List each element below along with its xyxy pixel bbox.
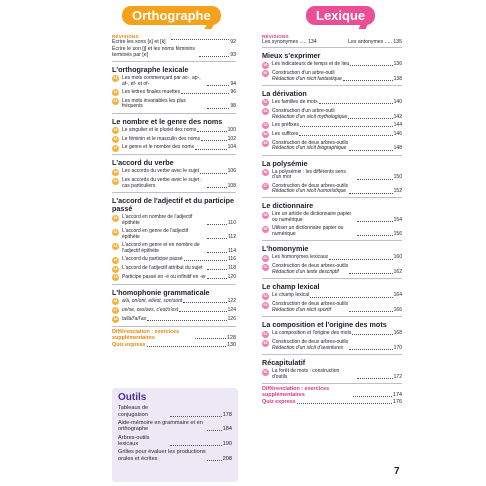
dot-leader	[200, 173, 227, 174]
toc-item-label	[272, 340, 348, 352]
dot-leader	[349, 273, 393, 274]
page-ref: 94	[230, 80, 236, 87]
page-number: 7	[394, 466, 400, 477]
toc-item[interactable]	[262, 71, 402, 83]
page-ref: 116	[228, 256, 236, 263]
quiz-link[interactable]: Quiz express 176	[262, 399, 402, 406]
dot-leader	[357, 221, 393, 222]
toc-item-label	[272, 184, 348, 196]
toc-item-text	[122, 257, 236, 263]
lesson-number-badge: 49	[263, 62, 268, 67]
toc-item[interactable]	[112, 169, 236, 176]
toc-item-label: Les homonymes lexicaux	[272, 254, 329, 261]
toc-item[interactable]	[262, 184, 402, 196]
toc-item-text	[272, 62, 402, 68]
toc-item[interactable]	[262, 109, 402, 121]
toc-item-text	[272, 302, 402, 314]
page-ref: 102	[227, 135, 236, 142]
toc-item-text	[122, 243, 236, 255]
separator	[262, 85, 402, 86]
page-ref: 164	[393, 292, 402, 299]
page-ref: 190	[222, 441, 232, 448]
page-ref: 208	[222, 455, 232, 462]
page-ref: 172	[393, 373, 402, 380]
lesson-number-badge: 54	[263, 132, 268, 137]
lesson-number-badge: 38	[113, 169, 118, 174]
toc-item-sub: Rédaction d'un récit d'aventures	[272, 344, 344, 351]
lesson-number-badge: 55	[263, 141, 268, 146]
dot-leader	[207, 430, 222, 431]
dot-leader	[179, 311, 227, 312]
page-ref: 162	[393, 269, 402, 276]
toc-item[interactable]	[262, 340, 402, 352]
page-ref: 152	[393, 188, 402, 195]
toc-item-label: Les accords du verbe avec le sujet : cas particuliers	[122, 177, 202, 190]
lexique-sections	[262, 52, 402, 381]
toc-item[interactable]	[112, 76, 236, 88]
dot-leader	[349, 150, 393, 151]
lesson-number-badge: 37	[113, 145, 118, 150]
dot-leader	[183, 302, 226, 303]
separator	[262, 383, 402, 384]
dot-leader	[207, 224, 227, 225]
toc-item-text	[272, 212, 402, 224]
orthographe-sections	[112, 66, 236, 323]
dot-leader	[207, 460, 222, 461]
section-title: L'accord de l'adjectif et du participe passé	[112, 196, 235, 214]
page-ref: 138	[393, 75, 402, 82]
separator	[262, 354, 402, 355]
revisions-title: RÉVISIONS	[262, 34, 289, 39]
separator	[262, 155, 402, 156]
toc-item-label: la/là/l'a/l'as	[122, 315, 147, 322]
dot-leader	[357, 235, 393, 236]
section-title: La composition et l'origine des mots	[262, 320, 387, 330]
section-title: L'homonymie	[262, 244, 309, 254]
lesson-number-badge: 34	[113, 99, 118, 104]
dot-leader	[349, 193, 393, 194]
dot-leader	[207, 252, 227, 253]
toc-item-sub: Rédaction d'un récit mythologique	[272, 113, 348, 120]
differenciation-link[interactable]: Différenciation : exercices supplémentaires 174	[262, 386, 402, 399]
page-ref: 150	[393, 174, 402, 181]
page-ref: 160	[393, 254, 402, 261]
page-ref: 148	[393, 145, 402, 152]
page-ref: 98	[230, 103, 236, 110]
toc-item[interactable]	[262, 302, 402, 314]
dot-leader	[201, 140, 227, 141]
toc-item[interactable]	[262, 226, 402, 238]
toc-item-text	[122, 137, 236, 143]
toc-item-text	[122, 275, 236, 281]
toc-item-text	[272, 132, 402, 138]
toc-item[interactable]	[262, 212, 402, 224]
separator	[112, 326, 236, 327]
toc-item-text	[122, 76, 236, 88]
toc-item-text	[272, 255, 402, 261]
toc-item-text	[272, 264, 402, 276]
toc-item-text	[272, 141, 402, 153]
toc-item-text	[122, 215, 236, 227]
lesson-number-badge: 41	[113, 229, 118, 234]
lesson-number-badge: 43	[113, 257, 118, 262]
toc-item-main: Construction de deux arbres-outils	[272, 139, 349, 146]
dot-leader	[207, 278, 227, 279]
dot-leader	[207, 269, 227, 270]
lexique-column	[262, 6, 402, 407]
lesson-number-badge: 65	[263, 340, 268, 345]
separator	[262, 240, 402, 241]
section-title: La dérivation	[262, 88, 307, 98]
separator	[112, 113, 236, 114]
separator	[262, 47, 402, 48]
toc-item-sub: Rédaction d'un récit sportif	[272, 307, 332, 314]
dot-leader	[343, 80, 393, 81]
dot-leader	[319, 103, 393, 104]
page-ref: 146	[393, 130, 402, 137]
toc-item[interactable]	[262, 293, 402, 300]
toc-item-label: Le féminin et le masculin des noms	[122, 135, 201, 142]
toc-item-label	[272, 71, 342, 83]
toc-item-label: Les mots invariables les plus fréquents	[122, 97, 186, 110]
page-ref: 168	[393, 330, 402, 337]
separator	[112, 284, 236, 285]
toc-item-label	[272, 264, 348, 276]
toc-item-label: ce/se, ces/ses, c'est/s'est	[122, 306, 179, 313]
page-ref: 108	[227, 183, 236, 190]
lesson-number-badge: 32	[113, 76, 118, 81]
toc-item-text	[122, 128, 236, 134]
toc-item-text	[122, 299, 236, 305]
revision-line: Les synonymes ..... 134 Les antonymes ..... 135	[262, 39, 402, 45]
page-ref: 110	[228, 220, 236, 227]
toc-item[interactable]	[262, 170, 402, 182]
page-ref: 136	[393, 61, 402, 67]
lesson-number-badge: 42	[113, 243, 118, 248]
toc-item-label	[272, 109, 347, 121]
outils-item[interactable]	[118, 405, 232, 418]
toc-item-label: L'accord en genre et en nombre de l'adjectif épithète	[122, 242, 200, 254]
toc-item-label: Les mots commençant par ac-, ap-, af-, ef- et of-	[122, 74, 201, 87]
lesson-number-badge: 64	[263, 331, 268, 336]
section-title: Le champ lexical	[262, 282, 320, 292]
toc-item-text	[272, 331, 402, 337]
dot-leader	[350, 65, 392, 66]
orthographe-header-wrap	[112, 6, 236, 28]
dot-leader	[207, 238, 227, 239]
page-ref: 156	[393, 231, 402, 238]
lesson-number-badge: 50	[263, 71, 268, 76]
lesson-number-badge: 40	[113, 215, 118, 220]
orthographe-column	[112, 6, 236, 349]
toc-item-label: Les indicateurs de temps et de lieu	[272, 61, 350, 67]
page-ref: 154	[393, 217, 402, 224]
dot-leader	[310, 297, 392, 298]
toc-item-label: Le singulier et le pluriel des noms	[122, 126, 197, 133]
lexique-header-wrap	[262, 6, 402, 28]
toc-item-text	[122, 266, 236, 272]
outils-item-label: Aide-mémoire en grammaire et en orthographe	[118, 419, 203, 433]
section-title: L'homophonie grammaticale	[112, 287, 210, 297]
toc-item-text	[272, 369, 402, 381]
dot-leader	[197, 131, 226, 132]
lesson-number-badge: 63	[263, 302, 268, 307]
page-ref: 100	[227, 126, 236, 133]
toc-item-text	[272, 293, 402, 299]
toc-item-text	[122, 317, 236, 323]
toc-item-main: Construction de deux arbres-outils	[272, 182, 349, 189]
quiz-link[interactable]: Quiz express 130	[112, 341, 236, 348]
toc-item-sub: Rédaction d'un récit fantastique	[272, 75, 342, 82]
outils-item[interactable]	[118, 420, 232, 433]
toc-item-label: L'accord de l'adjectif attribut du sujet	[122, 265, 203, 272]
outils-item-label: Grilles pour évaluer les productions orales et écrites	[118, 449, 206, 462]
toc-item[interactable]	[112, 90, 236, 97]
toc-item-main: Construction d'un arbre-outil	[272, 107, 335, 114]
revision-line[interactable]: Écrire les sons [s] et [k] 92	[112, 39, 236, 45]
lesson-number-badge: 59	[263, 226, 268, 231]
lesson-number-badge: 36	[113, 137, 118, 142]
toc-item-text	[272, 71, 402, 83]
toc-item[interactable]	[112, 275, 236, 282]
toc-item-label: Les suffixes	[272, 130, 299, 137]
toc-item[interactable]	[112, 266, 236, 273]
toc-item-label	[272, 302, 348, 314]
page-ref: 112	[228, 234, 236, 240]
toc-item-text	[272, 100, 402, 106]
page-ref: 104	[227, 144, 236, 151]
page-ref: 140	[393, 98, 402, 105]
dot-leader	[181, 93, 229, 94]
section-title: Récapitulatif	[262, 358, 306, 368]
differenciation-link[interactable]: Différenciation : exercices supplémentaires 128	[112, 328, 236, 341]
outils-item[interactable]	[118, 449, 232, 462]
toc-item-label: L'accord du participe passé	[122, 256, 183, 263]
dot-leader	[299, 135, 392, 136]
lesson-number-badge: 58	[263, 212, 268, 217]
toc-item-text	[122, 229, 236, 241]
lesson-number-badge: 57	[263, 184, 268, 188]
lesson-number-badge: 51	[263, 100, 268, 105]
outils-item[interactable]	[118, 435, 232, 448]
section-title: La polysémie	[262, 158, 308, 168]
separator	[112, 61, 236, 62]
page-ref: 120	[227, 273, 236, 280]
toc-item-label: L'accord en genre de l'adjectif épithète	[122, 228, 189, 240]
toc-item-text	[122, 169, 236, 175]
toc-item[interactable]	[112, 229, 236, 241]
toc-item-text	[272, 340, 402, 352]
toc-item[interactable]	[112, 308, 236, 315]
toc-item[interactable]	[112, 215, 236, 227]
toc-item-main: Construction de deux arbres-outils	[272, 339, 349, 346]
toc-item-text	[122, 145, 236, 151]
toc-item-label: Le champ lexical	[272, 292, 310, 299]
page-ref: 126	[227, 315, 236, 322]
dot-leader	[329, 259, 393, 260]
lesson-number-badge: 61	[263, 264, 268, 269]
toc-item[interactable]	[262, 369, 402, 381]
toc-item[interactable]	[262, 331, 402, 338]
toc-item-text	[122, 99, 236, 111]
toc-item-text	[122, 178, 236, 190]
orthographe-header: Orthographe	[122, 6, 221, 25]
dot-leader	[195, 149, 227, 150]
page-ref: 124	[227, 306, 236, 313]
page-ref: 118	[228, 265, 236, 272]
revision-line[interactable]: Écrire le son [j] et les noms féminins terminés par [e] 93	[112, 46, 236, 59]
toc-item-label	[272, 141, 348, 153]
dot-leader	[170, 416, 221, 417]
lesson-number-badge: 56	[263, 170, 268, 175]
separator	[262, 278, 402, 279]
separator	[262, 197, 402, 198]
page-ref: 178	[222, 411, 232, 418]
lesson-number-badge: 46	[113, 299, 118, 304]
toc-item-label: L'accord en nombre de l'adjectif épithète	[122, 214, 193, 227]
toc-item[interactable]	[262, 255, 402, 262]
dot-leader	[352, 334, 392, 335]
lesson-number-badge: 35	[113, 128, 118, 133]
page-ref: 106	[227, 168, 236, 175]
toc-item[interactable]	[112, 299, 236, 306]
separator	[262, 316, 402, 317]
toc-item-label: La composition et l'origine des mots	[272, 330, 352, 337]
dot-leader	[207, 85, 229, 86]
lexique-header: Lexique	[306, 6, 375, 25]
toc-item-label: Participe passé en -é ou infinitif en -er	[122, 273, 206, 280]
toc-item[interactable]	[112, 99, 236, 111]
toc-item-label: a/à, on/ont, et/est, son/sont	[122, 297, 183, 304]
toc-item-label: La forêt de mots : construction d'outils	[272, 368, 340, 380]
toc-item[interactable]	[262, 141, 402, 153]
page-ref: 144	[393, 121, 402, 128]
section-title: L'orthographe lexicale	[112, 64, 189, 74]
dot-leader	[147, 320, 227, 321]
toc-item-sub: Rédaction d'un récit humoristique	[272, 188, 347, 195]
toc-item-label: Lire un article de dictionnaire papier ou numérique	[272, 211, 352, 224]
toc-item-text	[272, 109, 402, 121]
outils-box	[112, 388, 238, 482]
separator	[112, 154, 236, 155]
lesson-number-badge: 66	[263, 369, 268, 374]
toc-item[interactable]	[112, 128, 236, 135]
toc-item[interactable]	[262, 100, 402, 107]
toc-item-sub: Rédaction d'un récit biographique	[272, 145, 347, 152]
lesson-number-badge: 62	[263, 293, 268, 298]
section-title: Le nombre et le genre des noms	[112, 116, 223, 126]
lesson-number-badge: 47	[113, 308, 118, 313]
dot-leader	[170, 445, 221, 446]
dot-leader	[207, 187, 227, 188]
toc-item-text	[272, 123, 402, 129]
section-title: Mieux s'exprimer	[262, 51, 321, 60]
toc-item-label: Les préfixes	[272, 121, 299, 128]
page-ref: 96	[230, 88, 236, 95]
dot-leader	[357, 179, 393, 180]
toc-item-label: Les familles de mots	[272, 98, 318, 105]
toc-item-main: Construction de deux arbres-outils	[272, 263, 349, 270]
outils-item-label: Arbres-outils lexicaux	[118, 434, 150, 448]
page-ref: 170	[393, 344, 402, 351]
toc-item-label: Utiliser un dictionnaire papier ou numérique	[272, 225, 344, 238]
toc-item-text	[272, 184, 402, 196]
toc-item-label: La polysémie : les différents sens d'un mot	[272, 168, 346, 181]
toc-item[interactable]	[262, 62, 402, 69]
page-ref: 142	[393, 113, 402, 120]
toc-item-text	[122, 308, 236, 314]
toc-item-label: Les accords du verbe avec le sujet	[122, 168, 199, 175]
dot-leader	[300, 126, 393, 127]
toc-item[interactable]	[112, 178, 236, 190]
lesson-number-badge: 53	[263, 123, 268, 128]
revisions-title: RÉVISIONS	[112, 34, 139, 39]
toc-item[interactable]	[262, 123, 402, 130]
dot-leader	[349, 311, 393, 312]
page-ref: 166	[393, 307, 402, 314]
toc-item[interactable]	[112, 317, 236, 324]
dot-leader	[348, 118, 392, 119]
toc-item-label: Le genre et le nombre des noms	[122, 144, 194, 151]
lesson-number-badge: 48	[113, 317, 118, 322]
toc-item-main: Construction de deux arbres-outils	[272, 301, 349, 308]
toc-item[interactable]	[112, 145, 236, 152]
dot-leader	[184, 260, 227, 261]
page-ref: 114	[228, 247, 236, 254]
section-title: Le dictionnaire	[262, 201, 314, 211]
toc-item[interactable]	[262, 264, 402, 276]
toc-item-text	[272, 170, 402, 182]
dot-leader	[349, 349, 393, 350]
toc-item[interactable]	[112, 137, 236, 144]
lesson-number-badge: 52	[263, 109, 268, 114]
section-title: L'accord du verbe	[112, 158, 174, 168]
page-ref: 184	[222, 426, 232, 433]
toc-item[interactable]	[262, 132, 402, 139]
toc-item-label: Les lettres finales muettes	[122, 88, 181, 95]
outils-items	[118, 405, 232, 463]
lesson-number-badge: 45	[113, 275, 118, 280]
toc-item-text	[122, 90, 236, 96]
separator	[112, 192, 236, 193]
outils-item-label: Tableaux de conjugaison	[118, 405, 149, 418]
lesson-number-badge: 33	[113, 90, 118, 95]
outils-title: Outils	[118, 392, 147, 403]
toc-item-main: Construction d'un arbre-outil	[272, 69, 335, 76]
toc-item[interactable]	[112, 243, 236, 255]
lesson-number-badge: 60	[263, 255, 268, 260]
lesson-number-badge: 44	[113, 266, 118, 271]
lesson-number-badge: 39	[113, 178, 118, 183]
toc-item-text	[272, 226, 402, 238]
dot-leader	[207, 108, 229, 109]
dot-leader	[357, 378, 393, 379]
page-ref: 122	[227, 297, 236, 304]
toc-item-sub: Rédaction d'un texte descriptif	[272, 269, 339, 276]
toc-item[interactable]	[112, 257, 236, 264]
